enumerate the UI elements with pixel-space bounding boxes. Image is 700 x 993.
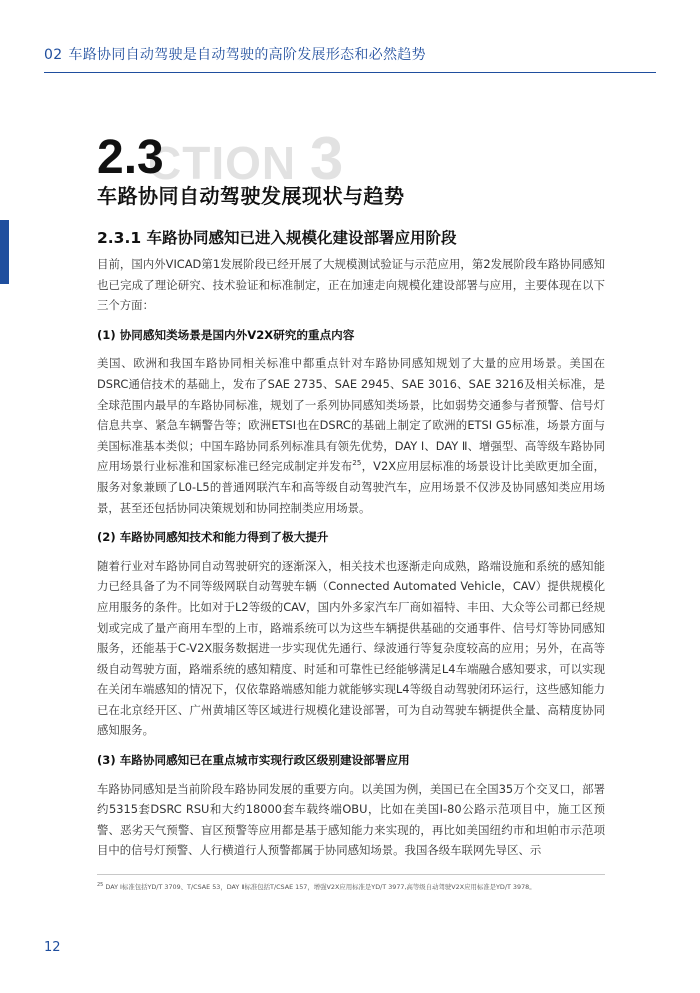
section-watermark-digit: 3: [309, 125, 345, 192]
point-2-heading: (2) 车路协同感知技术和能力得到了极大提升: [97, 530, 329, 545]
footnote-number: 25: [97, 882, 104, 888]
chapter-title: 车路协同自动驾驶是自动驾驶的高阶发展形态和必然趋势: [68, 47, 426, 63]
point-1-text-a: 美国、欧洲和我国车路协同相关标准中都重点针对车路协同感知规划了大量的应用场景。美国在DSRC通信技术的基础上，发布了SAE 2735、SAE 2945、SAE 3016、SAE 3216及相关标准，是全球范围内最早的车路协同标准，规划了一系列协同感知类场景，比如弱势交通参与者预警、信号灯信息共享、紧急车辆警告等；欧洲ETSI也在DSRC的基础上制定了欧洲的ETSI G5标准，场景方面与美国标准基本类似；中国车路协同系列标准具有领先优势，DAY Ⅰ、DAY Ⅱ、增强型、高等级车路协同应用场景行业标准和国家标准已经完成制定并发布: [97, 356, 605, 474]
intro-paragraph: 目前，国内外VICAD第1发展阶段已经开展了大规模测试验证与示范应用，第2发展阶段车路协同感知也已完成了理论研究、技术验证和标准制定，正在加速走向规模化建设部署与应用，主要体现在以下三个方面：: [97, 257, 605, 313]
point-3-paragraph: 车路协同感知是当前阶段车路协同发展的重要方向。以美国为例，美国已在全国35万个交叉口，部署约5315套DSRC RSU和大约18000套车载终端OBU，比如在美国I-80公路示范项目中，施工区预警、恶劣天气预警、盲区预警等应用都是基于感知能力来实现的，再比如美国纽约市和坦帕市示范项目中的信号灯预警、人行横道行人预警都属于协同感知场景。我国各级车联网先导区、示: [97, 781, 605, 858]
chapter-number: 02: [44, 47, 63, 63]
footnote-divider: [97, 874, 605, 875]
footnote: [97, 882, 617, 891]
subsection-title: 2.3.1 车路协同感知已进入规模化建设部署应用阶段: [97, 229, 457, 247]
body-text: [97, 254, 605, 870]
section-title: 车路协同自动驾驶发展现状与趋势: [97, 184, 405, 208]
section-number: 2.3: [97, 131, 164, 184]
point-1-text-b: ，V2X应用层标准的场景设计比美欧更加全面，服务对象兼顾了L0-L5的普通网联汽车和高等级自动驾驶汽车，应用场景不仅涉及协同感知类应用场景，甚至还包括协同决策规划和协同控制类应用场景。: [97, 459, 605, 515]
point-1-paragraph: [97, 353, 605, 518]
chapter-side-tab: [0, 220, 9, 284]
point-2-paragraph: 随着行业对车路协同自动驾驶研究的逐渐深入，相关技术也逐渐走向成熟，路端设施和系统的感知能力已经具备了为不同等级网联自动驾驶车辆（Connected Automated Vehicle，CAV）提供规模化应用服务的条件。比如对于L2等级的CAV，国内外多家汽车厂商如福特、丰田、大众等公司都已经规划或完成了量产商用车型的上市，路端系统可以为这些车辆提供基础的交通事件、信号灯等协同感知服务，还能基于C-V2X服务数据进一步实现优先通行、绿波通行等复杂度较高的应用；另外，在高等级自动驾驶方面，路端系统的感知精度、时延和可靠性已经能够满足L4车端融合感知要求，可以实现在关闭车端感知的情况下，仅依靠路端感知能力就能够实现L4等级自动驾驶闭环运行，这些感知能力已在北京经开区、广州黄埔区等区域进行规模化建设部署，可为自动驾驶车辆提供全量、高精度协同感知服务。: [97, 558, 605, 738]
point-3-heading: (3) 车路协同感知已在重点城市实现行政区级别建设部署应用: [97, 753, 410, 768]
point-1-heading: (1) 协同感知类场景是国内外V2X研究的重点内容: [97, 327, 355, 342]
footnote-ref[interactable]: 25: [352, 459, 362, 468]
running-header: [44, 44, 654, 64]
section-watermark-word: CTION: [148, 137, 297, 189]
footnote-text: DAY Ⅰ标准包括YD/T 3709、T/CSAE 53，DAY Ⅱ标准包括T/CSAE 157，增强V2X应用标准是YD/T 3977,高等级自动驾驶V2X应用标准是YD/T 3978。: [105, 883, 536, 892]
page-number: 12: [44, 940, 61, 955]
header-divider: [44, 72, 656, 73]
